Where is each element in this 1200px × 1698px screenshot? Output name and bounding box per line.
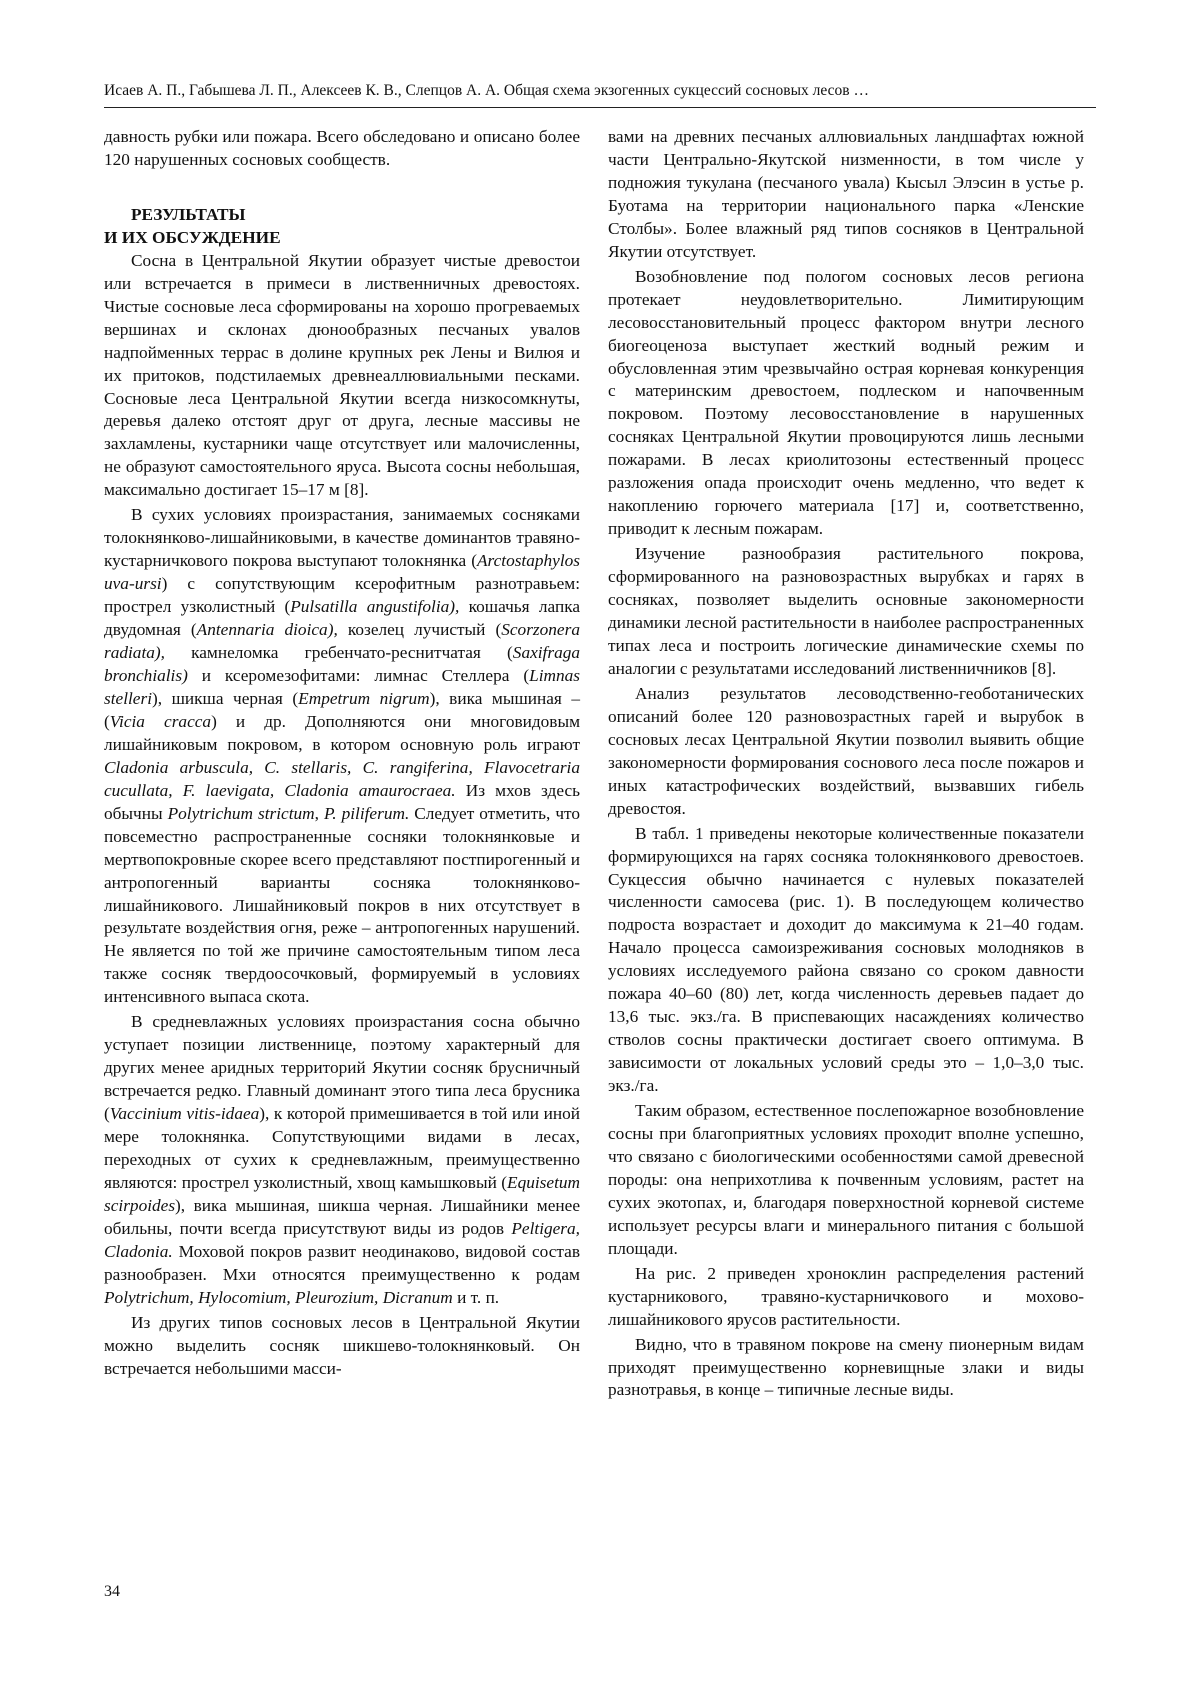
paragraph-conclusion: Таким образом, естественное послепожарное возобновление сосны при благоприятных условиях проходит вполне успешно, что связано с биологическими особенностями самой древесной породы: она неприхотлива к почвенным условиям, растет на сухих экотопах, и, благодаря поверхностной корневой системе использует ресурсы влаги и минерального питания с большой площади. <box>608 1101 1084 1258</box>
text-segment: кошачья лапка двудомная ( <box>104 597 580 640</box>
latin-name: Saxifraga bronchialis) <box>104 643 580 685</box>
page-number: 34 <box>104 1583 120 1600</box>
section-heading <box>104 204 580 250</box>
latin-name: Polytrichum strictum <box>167 803 315 823</box>
latin-name: P. piliferum. <box>323 803 410 823</box>
text-segment: ), вика мышиная – ( <box>104 688 581 731</box>
text-segment: ) с сопутствующим ксерофитным разнотравьем: прострел узколистный ( <box>104 574 580 617</box>
section-spacer <box>104 172 580 204</box>
text-segment: Из мхов здесь обычны <box>104 780 580 823</box>
paragraph-analysis: Анализ результатов лесоводственно-геоботанических описаний более 120 разновозрастных гарей и вырубок в сосновых лесах Центральной Якутии позволил выявить общие закономерности формирования соснового леса после пожаров и иных катастрофических воздействий, вызвавших гибель древостоя. <box>608 683 1084 818</box>
paragraph-figure-2: На рис. 2 приведен хроноклин распределения растений кустарникового, травяно-кустарничкового и мохово-лишайникового ярусов растительности. <box>608 1263 1084 1329</box>
intro-paragraph: давность рубки или пожара. Всего обследовано и описано более 120 нарушенных сосновых сообществ. <box>104 127 580 169</box>
text-segment: козелец лучистый ( <box>337 620 502 640</box>
text-segment: Следует отметить, что повсеместно распространенные сосняки толокнянковые и мертвопокровные скорее всего представляют постпирогенный и антропогенный варианты сосняка толокнянково-лишайникового. Лишайниковый покров в них отсутствует в результате воздействия огня, реже – антропогенных нарушений. Не является по той же причине самостоятельным типом леса также сосняк твердоосочковый, формируемый в условиях интенсивного выпаса скота. <box>104 803 581 1007</box>
right-column <box>608 126 1084 1402</box>
section-title-line-2: И ИХ ОБСУЖДЕНИЕ <box>104 227 281 247</box>
latin-name: Peltigera, Cladonia. <box>104 1218 580 1261</box>
paragraph-herb-cover: Видно, что в травяном покрове на смену пионерным видам приходят преимущественно корневищные злаки и виды разнотравья, в конце – типичные лесные виды. <box>608 1334 1084 1400</box>
paragraph-diversity: Изучение разнообразия растительного покрова, сформированного на разновозрастных вырубках и гарях в сосняках, позволяет выделить основные закономерности динамики лесной растительности в наиболее распространенных типах леса и построить логические динамические схемы по аналогии с результатами исследований лиственничников [8]. <box>608 544 1084 678</box>
text-segment: Моховой покров развит неодинаково, видовой состав разнообразен. Мхи относятся преимущественно к родам <box>104 1241 580 1284</box>
paragraph-dry-conditions <box>104 504 580 1009</box>
paragraph-other-types: Из других типов сосновых лесов в Центральной Якутии можно выделить сосняк шикшево-толокнянковый. Он встречается небольшими масси- <box>104 1312 580 1378</box>
latin-name: Arctostaphylos uva-ursi <box>104 551 580 594</box>
text-segment: и т. п. <box>452 1287 500 1307</box>
paragraph-moist-conditions <box>104 1011 580 1309</box>
text-segment: В средневлажных условиях произрастания сосна обычно уступает позиции лиственнице, поэтому характерный для других менее аридных территорий Якутии сосняк брусничный встречается редко. Главный доминант этого типа леса брусника ( <box>104 1012 580 1124</box>
text-segment: камнеломка гребенчато-реснитчатая ( <box>164 643 513 663</box>
text-segment: ), вика мышиная, шикша черная. Лишайники менее обильны, почти всегда присутствуют виды из родов <box>104 1195 580 1238</box>
latin-name: Pulsatilla angustifolia), <box>290 597 460 617</box>
latin-name: Equisetum scirpoides <box>104 1172 580 1215</box>
latin-name: Antennaria dioica), <box>196 620 338 640</box>
latin-name: Empetrum nigrum <box>298 688 430 708</box>
section-title-line-1: РЕЗУЛЬТАТЫ <box>131 204 246 224</box>
text-segment: и ксеромезофитами: лимнас Стеллера ( <box>187 665 530 685</box>
latin-name: Limnas stelleri <box>104 665 580 708</box>
running-header: Исаев А. П., Габышева Л. П., Алексеев К. В., Слепцов А. А. Общая схема экзогенных сукцессий сосновых лесов … <box>104 80 1096 108</box>
paragraph-continuation: вами на древних песчаных аллювиальных ландшафтах южной части Центрально-Якутской низменности, в том числе у подножия тукулана (песчаного увала) Кысыл Элэсин в устье р. Буотама на территории национального парка «Ленские Столбы». Более влажный ряд типов сосняков в Центральной Якутии отсутствует. <box>608 127 1084 261</box>
text-segment: ), к которой примешивается в той или иной мере толокнянка. Сопутствующими видами в лесах, переходных от сухих к средневлажным, преимущественно являются: прострел узколистный, хвощ камышковый ( <box>104 1104 580 1192</box>
text-segment: В сухих условиях произрастания, занимаемых сосняками толокнянково-лишайниковыми, в качестве доминантов травяно-кустарничкового покрова выступают толокнянка ( <box>104 505 580 571</box>
left-column <box>104 126 580 1381</box>
text-segment: , <box>314 803 324 823</box>
latin-name: Polytrichum, Hylocomium, Pleurozium, Dicranum <box>104 1287 453 1307</box>
paragraph-table-1: В табл. 1 приведены некоторые количественные показатели формирующихся на гарях сосняка толокнянкового древостоев. Сукцессия обычно начинается с нулевых показателей численности самосева (рис. 1). В последующем количество подроста возрастает и доходит до максимума к 21–40 годам. Начало процесса самоизреживания сосновых молодняков в условиях исследуемого района связано со сроком давности пожара 40–60 (80) лет, когда численность деревьев падает до 13,6 тыс. экз./га. В приспевающих насаждениях количество стволов сосны практически достигает своего оптимума. В зависимости от локальных условий среды это – 1,0–3,0 тыс. экз./га. <box>608 823 1084 1096</box>
latin-name: Vicia cracca <box>109 711 212 731</box>
latin-name: Scorzonera radiata), <box>104 620 580 663</box>
latin-name: Cladonia arbuscula, C. stellaris, C. rangiferina, Flavocetraria cucullata, F. laevigata, Cladonia amaurocraea. <box>104 757 580 800</box>
paragraph-pine-forests: Сосна в Центральной Якутии образует чистые древостои или встречается в примеси в лиственничных древостоях. Чистые сосновые леса сформированы на хорошо прогреваемых вершинах и склонах дюнообразных песчаных увалов надпойменных террас в долине крупных рек Лены и Вилюя и их притоков, подстилаемых древнеаллювиальными песками. Сосновые леса Центральной Якутии всегда низкосомкнуты, деревья далеко отстоят друг от друга, лесные массивы не захламлены, кустарники чаще отсутствует или малочисленны, не образуют самостоятельного яруса. Высота сосны небольшая, максимально достигает 15–17 м [8]. <box>104 250 580 500</box>
latin-name: Vaccinium vitis-idaea <box>109 1104 260 1124</box>
text-segment: ), шикша черная ( <box>152 688 299 708</box>
text-segment: ) и др. Дополняются они многовидовым лишайниковым покровом, в котором основную роль играют <box>104 711 581 754</box>
paragraph-regeneration: Возобновление под пологом сосновых лесов региона протекает неудовлетворительно. Лимитирующим лесовосстановительный процесс фактором внутри лесного биогеоценоза выступает жесткий водный режим и обусловленная этим чрезвычайно острая корневая конкуренция с материнским древостоем, подлеском и напочвенным покровом. Поэтому лесовосстановление в нарушенных сосняках Центральной Якутии провоцируются лишь лесными пожарами. В лесах криолитозоны естественный процесс разложения опада происходит очень медленно, что ведет к накоплению горючего материала [17] и, соответственно, приводит к лесным пожарам. <box>608 266 1084 539</box>
